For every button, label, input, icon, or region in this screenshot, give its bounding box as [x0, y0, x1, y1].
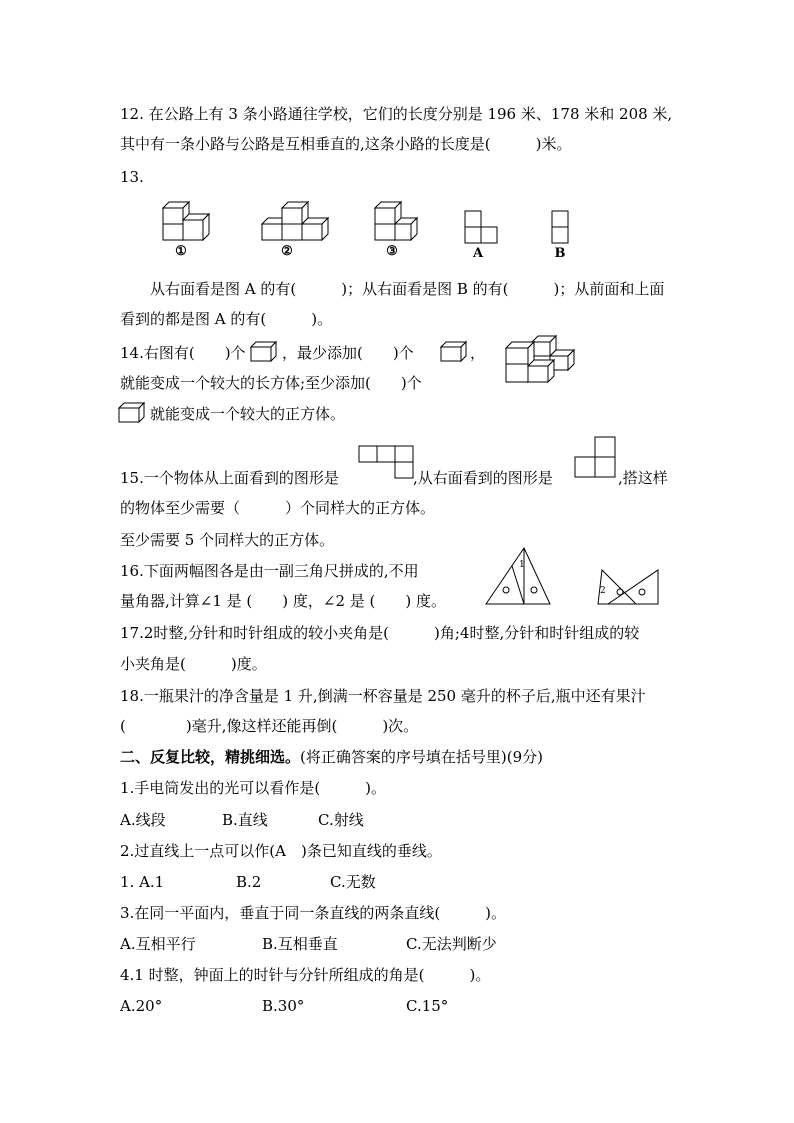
q13-number: 13. — [120, 168, 144, 186]
fig-label-1: ① — [175, 244, 187, 259]
top-view-figure — [358, 445, 414, 481]
q14-line1-a: 14.右图有( )个 — [120, 344, 246, 362]
fig-label-3: ③ — [386, 244, 398, 259]
mc4-option-c: C.15° — [406, 997, 449, 1015]
angle-2-label: 2 — [600, 586, 606, 596]
mc4-option-b: B.30° — [262, 997, 305, 1015]
section-2-note: (将正确答案的序号填在括号里)(9分) — [300, 748, 543, 766]
fig-label-2: ② — [281, 244, 293, 259]
fig-label-a: A — [472, 246, 484, 261]
q12-line2: 其中有一条小路与公路是互相垂直的,这条小路的长度是( )米。 — [120, 135, 572, 153]
fig-label-b: B — [554, 246, 566, 261]
q17-line2: 小夹角是( )度。 — [120, 655, 267, 673]
mc4-question: 4.1 时整，钟面上的时针与分针所组成的角是( )。 — [120, 966, 491, 984]
cube-figure-1 — [160, 200, 220, 244]
q15-line1-a: 15.一个物体从上面看到的图形是 — [120, 469, 339, 487]
q14-line1-b: ，最少添加( )个 — [282, 344, 414, 362]
cube-figure-2 — [262, 200, 332, 244]
q15-line1-c: ,搭这样 — [618, 469, 668, 487]
q13-line1: 从右面看是图 A 的有( )；从右面看是图 B 的有( )；从前面和上面 — [150, 280, 665, 298]
mc1-option-c: C.射线 — [318, 811, 364, 829]
cube-stack-figure — [504, 332, 584, 390]
mc2-option-b: B.2 — [236, 873, 262, 891]
mc1-option-b: B.直线 — [222, 811, 268, 829]
q14-line3: 就能变成一个较大的正方体。 — [150, 405, 346, 423]
cube-figure-3 — [372, 200, 432, 244]
q16-line2: 量角器,计算∠1 是 ( ) 度，∠2 是 ( ) 度。 — [120, 592, 447, 610]
small-cube-icon-1 — [250, 341, 278, 363]
q14-line1-c: ， — [470, 344, 486, 362]
section-2-title: 二、反复比较，精挑细选。 — [120, 748, 301, 766]
q14-line2: 就能变成一个较大的长方体;至少添加( )个 — [120, 374, 422, 392]
triangle-figure-2 — [596, 568, 662, 606]
q15-line1-b: ,从右面看到的图形是 — [413, 469, 553, 487]
q13-line2: 看到的都是图 A 的有( )。 — [120, 310, 333, 328]
q12-line1: 12. 在公路上有 3 条小路通往学校，它们的长度分别是 196 米、178 米和 208 米, — [120, 105, 673, 123]
mc4-option-a: A.20° — [120, 997, 163, 1015]
small-cube-icon-3 — [118, 402, 146, 424]
q18-line2: ( )毫升,像这样还能再倒( )次。 — [120, 717, 419, 735]
small-cube-icon-2 — [440, 341, 468, 363]
q15-answer: 至少需要 5 个同样大的正方体。 — [120, 531, 335, 549]
q16-line1: 16.下面两幅图各是由一副三角尺拼成的,不用 — [120, 562, 419, 580]
mc3-question: 3.在同一平面内，垂直于同一条直线的两条直线( )。 — [120, 904, 507, 922]
view-figure-a — [463, 209, 503, 245]
mc2-question: 2.过直线上一点可以作(A )条已知直线的垂线。 — [120, 842, 442, 860]
mc3-option-a: A.互相平行 — [120, 935, 196, 953]
section-2-heading — [120, 747, 543, 767]
mc1-question: 1.手电筒发出的光可以看作是( )。 — [120, 779, 387, 797]
view-figure-b — [550, 209, 572, 245]
q18-line1: 18.一瓶果汁的净含量是 1 升,倒满一杯容量是 250 毫升的杯子后,瓶中还有果汁 — [120, 687, 646, 705]
triangle-figure-1 — [484, 546, 554, 606]
q17-line1: 17.2时整,分针和时针组成的较小夹角是( )角;4时整,分针和时针组成的较 — [120, 624, 640, 642]
mc3-option-c: C.无法判断少 — [406, 935, 497, 953]
q15-line2: 的物体至少需要（ ）个同样大的正方体。 — [120, 499, 436, 517]
mc2-option-a: 1. A.1 — [120, 873, 165, 891]
angle-1-label: 1 — [519, 560, 525, 570]
mc1-option-a: A.线段 — [120, 811, 166, 829]
mc3-option-b: B.互相垂直 — [262, 935, 338, 953]
right-view-figure — [573, 436, 617, 480]
mc2-option-c: C.无数 — [330, 873, 376, 891]
